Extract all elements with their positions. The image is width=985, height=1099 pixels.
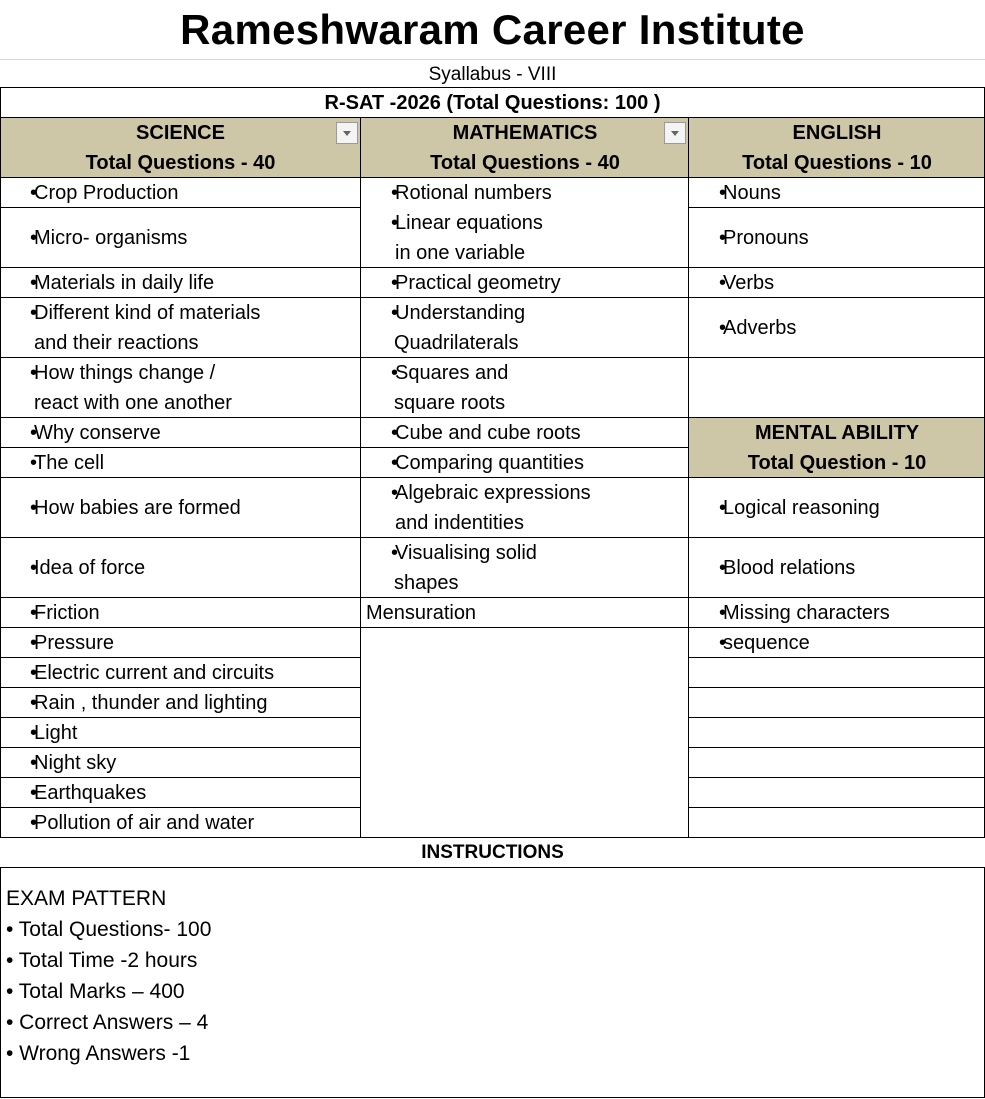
grid-line (689, 357, 985, 358)
mental-topic: • Logical reasoning (689, 493, 880, 523)
science-topic: • How babies are formed (0, 493, 241, 523)
instruction-line: • Total Questions- 100 (6, 918, 212, 941)
math-topic: • Understanding (361, 298, 525, 328)
science-topic-continued: and their reactions (34, 332, 199, 354)
grid-line (689, 717, 985, 718)
math-header (361, 118, 689, 178)
science-topic: • Pollution of air and water (0, 808, 254, 838)
grid-line (0, 447, 361, 448)
science-topic: • Rain , thunder and lighting (0, 688, 268, 718)
institute-title: Rameshwaram Career Institute (180, 6, 805, 53)
math-topic-continued: and indentities (395, 512, 524, 534)
science-topic: • Friction (0, 598, 100, 628)
grid-line (689, 777, 985, 778)
math-topic-continued: square roots (394, 392, 506, 414)
mental-ability-header (689, 418, 985, 478)
grid-line (689, 297, 985, 298)
grid-line (0, 807, 361, 808)
math-topic-continued: Quadrilaterals (394, 332, 519, 354)
grid-line (0, 297, 361, 298)
grid-line (0, 357, 361, 358)
science-topic: • The cell (0, 448, 104, 478)
grid-line (0, 207, 361, 208)
science-topic: • Earthquakes (0, 778, 146, 808)
grid-line (689, 267, 985, 268)
science-topic: • Different kind of materials (0, 298, 260, 328)
grid-line (0, 118, 1, 838)
science-header-count: Total Questions - 40 (85, 152, 276, 174)
science-topic: • Idea of force (0, 553, 145, 583)
grid-line (689, 687, 985, 688)
mental-topic: • sequence (689, 628, 810, 658)
grid-line (689, 207, 985, 208)
science-topic: • Light (0, 718, 77, 748)
math-topic: • Visualising solid (361, 538, 537, 568)
science-topic: • Crop Production (0, 178, 179, 208)
science-topic: • Pressure (0, 628, 114, 658)
science-topic: • Night sky (0, 748, 116, 778)
grid-line (0, 747, 361, 748)
grid-line (361, 417, 689, 418)
grid-line (0, 657, 361, 658)
grid-line (689, 417, 985, 418)
syllabus-table (0, 118, 985, 838)
grid-line (361, 177, 689, 178)
grid-line (0, 627, 361, 628)
math-topic-continued: shapes (394, 572, 459, 594)
instructions-box (0, 867, 985, 1098)
math-filter-dropdown-icon[interactable] (664, 122, 686, 144)
science-topic-continued: react with one another (34, 392, 232, 414)
syllabus-subtitle: Syallabus - VIII (0, 59, 985, 87)
grid-line (688, 118, 689, 838)
grid-line (361, 267, 689, 268)
math-topic: • Comparing quantities (361, 448, 584, 478)
math-topic: Mensuration (366, 602, 477, 624)
science-topic: • How things change / (0, 358, 215, 388)
english-topic: • Adverbs (689, 313, 796, 343)
science-filter-dropdown-icon[interactable] (336, 122, 358, 144)
grid-line (361, 627, 689, 628)
instruction-line: • Wrong Answers -1 (6, 1042, 191, 1065)
grid-line (360, 118, 361, 838)
english-header-name: ENGLISH (792, 122, 882, 144)
mental-topic: • Blood relations (689, 553, 855, 583)
math-header-name: MATHEMATICS (452, 122, 598, 144)
grid-line (689, 627, 985, 628)
math-topic: • Squares and (361, 358, 508, 388)
grid-line (361, 537, 689, 538)
grid-line (0, 267, 361, 268)
instruction-line: • Total Time -2 hours (6, 949, 198, 972)
grid-line (0, 537, 361, 538)
science-topic: • Materials in daily life (0, 268, 214, 298)
grid-line (0, 177, 361, 178)
mental-topic: • Missing characters (689, 598, 890, 628)
grid-line (361, 597, 689, 598)
grid-line (689, 177, 985, 178)
science-header (0, 118, 361, 178)
grid-line (0, 477, 361, 478)
grid-line (0, 777, 361, 778)
grid-line (361, 357, 689, 358)
exam-pattern-title: EXAM PATTERN (6, 887, 167, 910)
grid-line (361, 477, 689, 478)
science-topic: • Why conserve (0, 418, 161, 448)
instructions-heading: INSTRUCTIONS (421, 842, 564, 863)
science-topic: • Electric current and circuits (0, 658, 274, 688)
grid-line (361, 447, 689, 448)
grid-line (0, 597, 361, 598)
grid-line (689, 747, 985, 748)
grid-line (689, 597, 985, 598)
english-topic: • Verbs (689, 268, 774, 298)
math-topic: • Algebraic expressions (361, 478, 591, 508)
english-topic: • Nouns (689, 178, 781, 208)
instruction-line: • Total Marks – 400 (6, 980, 185, 1003)
instruction-line: • Correct Answers – 4 (6, 1011, 209, 1034)
mental-header-count: Total Question - 10 (747, 452, 927, 474)
grid-line (689, 807, 985, 808)
english-header-count: Total Questions - 10 (742, 152, 932, 174)
math-topic: • Cube and cube roots (361, 418, 581, 448)
math-topic: • Linear equations (361, 208, 543, 238)
science-header-name: SCIENCE (136, 122, 225, 144)
english-topic: • Pronouns (689, 223, 809, 253)
exam-heading: R-SAT -2026 (Total Questions: 100 ) (0, 87, 985, 118)
grid-line (689, 657, 985, 658)
math-topic-continued: in one variable (395, 242, 526, 264)
math-topic: • Practical geometry (361, 268, 561, 298)
math-topic: • Rotional numbers (361, 178, 552, 208)
grid-line (689, 477, 985, 478)
science-topic: • Micro- organisms (0, 223, 187, 253)
math-header-count: Total Questions - 40 (430, 152, 620, 174)
grid-line (0, 417, 361, 418)
grid-line (361, 297, 689, 298)
grid-line (0, 687, 361, 688)
grid-line (0, 717, 361, 718)
grid-line (689, 537, 985, 538)
mental-header-name: MENTAL ABILITY (754, 422, 920, 444)
english-header (689, 118, 985, 178)
